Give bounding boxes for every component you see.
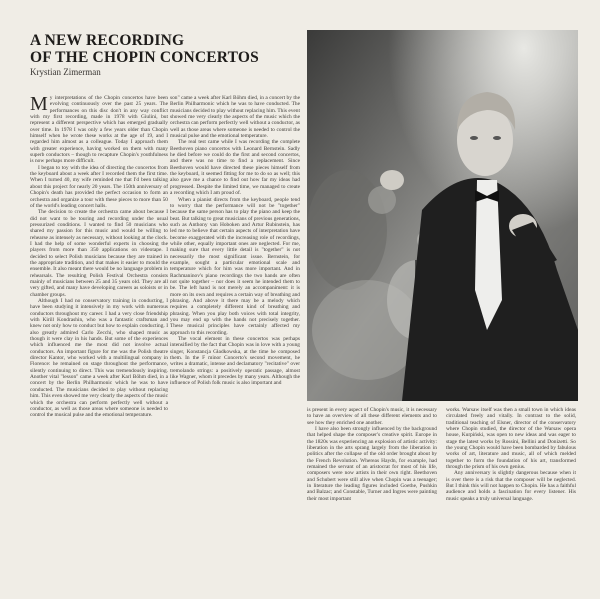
conductor-photo-icon — [307, 30, 578, 401]
text-column-2 — [170, 95, 300, 593]
paragraph: works. Warsaw itself was then a small town in which ideas circulated freely and vitally. In contrast to the solid, traditional teaching of Elsner, director of the conservatory where Chopin studied, the director of the Warsaw opera house, Kurpiński, was open to new ideas and was eager to stage the latest works by Rossini, Bellini and Donizetti. So the young Chopin would have been bombarded by fabulous works of art, literature and music, all of which melded together to form the foundation of his art, transformed through the prism of his own genius. — [446, 407, 576, 471]
paragraph: I began to toy with the idea of directing the concertos from the keyboard about a week after I recorded them the first time. When I turned 40, my wife reminded me that I'd been talking about this project for nearly 20 years. The 150th anniversary of Chopin's death has provided the perfect occasion to form an orchestra and organize a tour with these pieces to more than 50 of the world's leading concert halls. — [30, 164, 168, 209]
title-line-2: OF THE CHOPIN CONCERTOS — [30, 49, 259, 66]
paragraph: The vocal element in these concertos was perhaps intensified by the fact that Chopin was in love with a young singer, Konstancja Gładkowska, at the time he composed them. In the F minor Concerto's second movement, he writes a dramatic, intense and declamatory "recitative" over tremolando strings: a positively operatic passage, almost like Wagner, whom it precedes by many years. Although the influence of Polish folk music is also important and — [170, 336, 300, 387]
text-column-3 — [307, 407, 437, 593]
paragraph: Any anniversary is slightly dangerous because when it is over there is a risk that the composer will be neglected. But I think this will not happen to Chopin. He has a faithful audience and holds a fascination for every listener. His music speaks a truly universal language. — [446, 470, 576, 502]
paragraph: son" came a week after Karl Böhm died, in a concert by the Berlin Philharmonic which he was to have conducted. The musicians decided to play without replacing him. This event showed me very clearly the aspects of the music which the orchestra can perform perfectly well without a conductor, as well as those areas where someone is needed to control the musical pulse and the emotional temperature. — [170, 95, 300, 140]
article-title — [30, 32, 290, 66]
author-byline: Krystian Zimerman — [30, 67, 101, 77]
paragraph: is present in every aspect of Chopin's music, it is necessary to have an overview of all these different elements and to see how they enriched one another. — [307, 407, 437, 426]
text-column-4 — [446, 407, 576, 593]
paragraph-text: y interpretations of the Chopin concertos have been evolving continuously over the past 25 years. The performances on this disc don't in any way conflict with my first recording, made in 1978 with Giulini, but represent a different perspective which has emerged gradually over time. In 1978 I was only a few years older than Chopin himself when he wrote these works at the age of 19, and I regarded him almost as a colleague. Today I approach them with greater experience, having worked on them with many superb conductors – though to recapture Chopin's youthfulness is now perhaps more difficult. — [30, 95, 168, 165]
paragraph: The decision to create the orchestra came about because I did not want to be touring and recording under the usual pressurized conditions. I wanted to find 50 musicians who shared my passion for this music and would be willing to rehearse as intensely as necessary, without looking at the clock. I had the help of some wonderful experts in choosing the players from more than 350 applications on videotape. I decided to select Polish musicians because they are trained in the appropriate tradition, and that makes it easier to mould the ensemble. It also meant there would be no language problem in rehearsals. The resulting Polish Festival Orchestra consists mainly of musicians between 25 and 35 years old. They are all very gifted, and many have developing careers as soloists or in chamber groups. — [30, 209, 168, 298]
paragraph: When a pianist directs from the keyboard, people tend to worry that the performance will not be "together" because the same person has to play the piano and keep the beat. But talking to great musicians of previous generations, such as Anthony van Hoboken and Artur Rubinstein, has led me to believe that certain aspects of interpretation have become exaggerated with the increasing role of recordings, while other, equally important ones are neglected. For me, making sure that every little detail is "together" is not necessarily the most significant issue. Bernstein, for example, sought a particular emotional scale and temperature which for him was more important. And in Rachmaninov's piano recordings the two hands are often not quite together – nor does it seem he intended them to be. The left hand is not merely an accompaniment: it is more on its own and requires a certain way of breathing and phrasing. And above it there may be a melody which requires a completely different kind of breathing and phrasing. When you play both voices with total integrity, you may end up with the hands not precisely together. These musical principles have certainly affected my approach to this recording. — [170, 196, 300, 336]
text-column-1 — [30, 95, 168, 593]
paragraph: I have also been strongly influenced by the background that helped shape the composer's creative spirit. Europe in the 1820s was experiencing an explosion of artistic activity: liberation in the arts sprang largely from the liberation in politics after the collapse of the old order brought about by the French Revolution. Whereas Haydn, for example, had remained the servant of an aristocrat for most of his life, composers were now artists in their own right. Beethoven and Schubert were still alive when Chopin was a teenager; in literature the leading figures included Goethe, Pushkin and Balzac; and Constable, Turner and Ingres were painting their most important — [307, 426, 437, 502]
paragraph — [30, 95, 168, 165]
dropcap: M — [30, 95, 48, 115]
paragraph: The real test came while I was recording the complete Beethoven piano concertos with Leonard Bernstein. Sadly he died before we could do the first and second concertos, and there was no time to find a replacement. Since Beethoven would have directed these pieces himself from the keyboard, it seemed fitting for me to do so as well; this also gave me a chance to find out how far my ideas had progressed. Despite the limited time, we managed to create a recording which I am proud of. — [170, 139, 300, 197]
paragraph: Although I had no conservatory training in conducting, I have been studying it intensively in my work with numerous conductors throughout my career. I had a very close friendship with Kirill Kondrashin, who was a fantastic craftsman and knew not only how to conduct but how to explain conducting. I also greatly admired Carlo Zecchi, who shaped music as though it were clay in his hands. But some of the experiences which influenced me the most did not involve actual conductors. An important figure for me was the Polish theatre director Kantor, who worked with a multilingual company in Florence: he remained on stage throughout the performance, silently continuing to direct. This was tremendously inspiring. Another vital "lesson" came a week after Karl Böhm died, in a concert by the Berlin Philharmonic which he was to have conducted. The musicians decided to play without replacing him. This even showed me very clearly the aspects of the music which the orchestra can perform perfectly well without a conductor, as well as those areas where someone is needed to control the musical pulse and the emotional temperature. — [30, 298, 168, 419]
conductor-photo — [307, 30, 578, 401]
title-line-1: A NEW RECORDING — [30, 32, 185, 49]
